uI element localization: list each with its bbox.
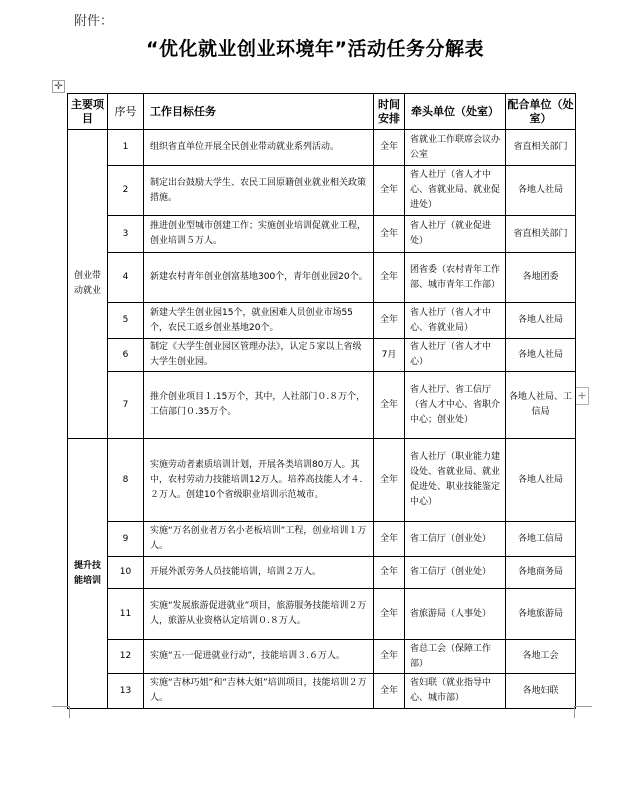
table-header-row	[68, 94, 576, 130]
lead-cell: 省人社厅（省人才中心、省就业局）	[405, 303, 506, 339]
time-cell: 全年	[374, 557, 405, 589]
coop-cell: 省直相关部门	[506, 130, 576, 166]
time-cell: 全年	[374, 522, 405, 557]
header-time: 时间安排	[374, 94, 405, 130]
seq-cell: 3	[108, 216, 144, 253]
lead-cell: 省工信厅（创业处）	[405, 557, 506, 589]
coop-cell: 各地人社局	[506, 166, 576, 216]
task-cell: 推介创业项目１.15万个，其中，人社部门０.８万个，工信部门０.35万个。	[144, 372, 374, 439]
table-row	[68, 674, 576, 709]
task-cell: 开展外派劳务人员技能培训，培训２万人。	[144, 557, 374, 589]
task-cell: 实施“五·一促进就业行动”，技能培训３.６万人。	[144, 640, 374, 674]
time-cell: 全年	[374, 130, 405, 166]
table-row	[68, 216, 576, 253]
time-cell: 全年	[374, 589, 405, 640]
seq-cell: 13	[108, 674, 144, 709]
coop-cell: 各地旅游局	[506, 589, 576, 640]
header-lead: 牵头单位（处室）	[405, 94, 506, 130]
lead-cell: 省人社厅（职业能力建设处、省就业局、就业促进处、职业技能鉴定中心）	[405, 439, 506, 522]
task-cell: 组织省直单位开展全民创业带动就业系列活动。	[144, 130, 374, 166]
category-cell: 提升技能培训	[68, 439, 108, 709]
attachment-label: 附件：	[74, 14, 114, 29]
task-cell: 推进创业型城市创建工作；实施创业培训促就业工程，创业培训５万人。	[144, 216, 374, 253]
task-table	[67, 93, 576, 709]
table-row	[68, 522, 576, 557]
coop-cell: 各地人社局	[506, 303, 576, 339]
coop-cell: 各地工信局	[506, 522, 576, 557]
table-row	[68, 589, 576, 640]
seq-cell: 1	[108, 130, 144, 166]
coop-cell: 各地人社局	[506, 439, 576, 522]
lead-cell: 省人社厅（省人才中心）	[405, 339, 506, 372]
lead-cell: 省就业工作联席会议办公室	[405, 130, 506, 166]
task-cell: 实施“发展旅游促进就业”项目，旅游服务技能培训２万人，旅游从业资格认定培训０.８万人。	[144, 589, 374, 640]
lead-cell: 省旅游局（人事处）	[405, 589, 506, 640]
add-column-icon[interactable]: +	[575, 387, 589, 405]
seq-cell: 11	[108, 589, 144, 640]
page-title: “优化就业创业环境年”活动任务分解表	[146, 38, 484, 60]
lead-cell: 省工信厅（创业处）	[405, 522, 506, 557]
seq-cell: 6	[108, 339, 144, 372]
table-row	[68, 303, 576, 339]
task-cell: 制定《大学生创业园区管理办法》，认定５家以上省级大学生创业园。	[144, 339, 374, 372]
lead-cell: 省总工会（保障工作部）	[405, 640, 506, 674]
table-row	[68, 166, 576, 216]
time-cell: 全年	[374, 372, 405, 439]
task-cell: 实施“万名创业者万名小老板培训”工程，创业培训１万人。	[144, 522, 374, 557]
time-cell: 全年	[374, 166, 405, 216]
table-row	[68, 372, 576, 439]
seq-cell: 5	[108, 303, 144, 339]
seq-cell: 8	[108, 439, 144, 522]
seq-cell: 7	[108, 372, 144, 439]
coop-cell: 各地人社局	[506, 339, 576, 372]
lead-cell: 省人社厅（省人才中心、省就业局、就业促进处）	[405, 166, 506, 216]
header-task: 工作目标任务	[144, 94, 374, 130]
coop-cell: 各地团委	[506, 253, 576, 303]
lead-cell: 团省委（农村青年工作部、城市青年工作部）	[405, 253, 506, 303]
coop-cell: 各地妇联	[506, 674, 576, 709]
seq-cell: 9	[108, 522, 144, 557]
lead-cell: 省妇联（就业指导中心、城市部）	[405, 674, 506, 709]
seq-cell: 2	[108, 166, 144, 216]
table-row	[68, 253, 576, 303]
time-cell: 全年	[374, 439, 405, 522]
seq-cell: 4	[108, 253, 144, 303]
time-cell: 全年	[374, 253, 405, 303]
coop-cell: 省直相关部门	[506, 216, 576, 253]
header-seq: 序号	[108, 94, 144, 130]
table-row	[68, 640, 576, 674]
time-cell: 全年	[374, 674, 405, 709]
table-row	[68, 130, 576, 166]
category-cell: 创业带动就业	[68, 130, 108, 439]
time-cell: 全年	[374, 216, 405, 253]
task-cell: 实施“吉林巧姐”和“吉林大姐”培训项目，技能培训２万人。	[144, 674, 374, 709]
task-cell: 制定出台鼓励大学生、农民工回原籍创业就业相关政策措施。	[144, 166, 374, 216]
page-corner-mark-right	[574, 706, 592, 718]
page-corner-mark-left	[52, 706, 70, 718]
lead-cell: 省人社厅、省工信厅（省人才中心、省职介中心；创业处）	[405, 372, 506, 439]
time-cell: 全年	[374, 303, 405, 339]
task-cell: 新建农村青年创业创富基地300个，青年创业园20个。	[144, 253, 374, 303]
table-row	[68, 557, 576, 589]
time-cell: 全年	[374, 640, 405, 674]
table-row	[68, 439, 576, 522]
coop-cell: 各地商务局	[506, 557, 576, 589]
table-row	[68, 339, 576, 372]
coop-cell: 各地工会	[506, 640, 576, 674]
seq-cell: 10	[108, 557, 144, 589]
table-move-handle-icon[interactable]: ✛	[52, 80, 65, 93]
header-coop: 配合单位（处室）	[506, 94, 576, 130]
task-cell: 新建大学生创业园15个，就业困难人员创业市场55个，农民工返乡创业基地20个。	[144, 303, 374, 339]
coop-cell: 各地人社局、工信局	[506, 372, 576, 439]
header-category: 主要项目	[68, 94, 108, 130]
task-cell: 实施劳动者素质培训计划，开展各类培训80万人。其中，农村劳动力技能培训12万人。培养高技能人才４.２万人。创建10个省级职业培训示范城市。	[144, 439, 374, 522]
seq-cell: 12	[108, 640, 144, 674]
lead-cell: 省人社厅（就业促进处）	[405, 216, 506, 253]
time-cell: 7月	[374, 339, 405, 372]
